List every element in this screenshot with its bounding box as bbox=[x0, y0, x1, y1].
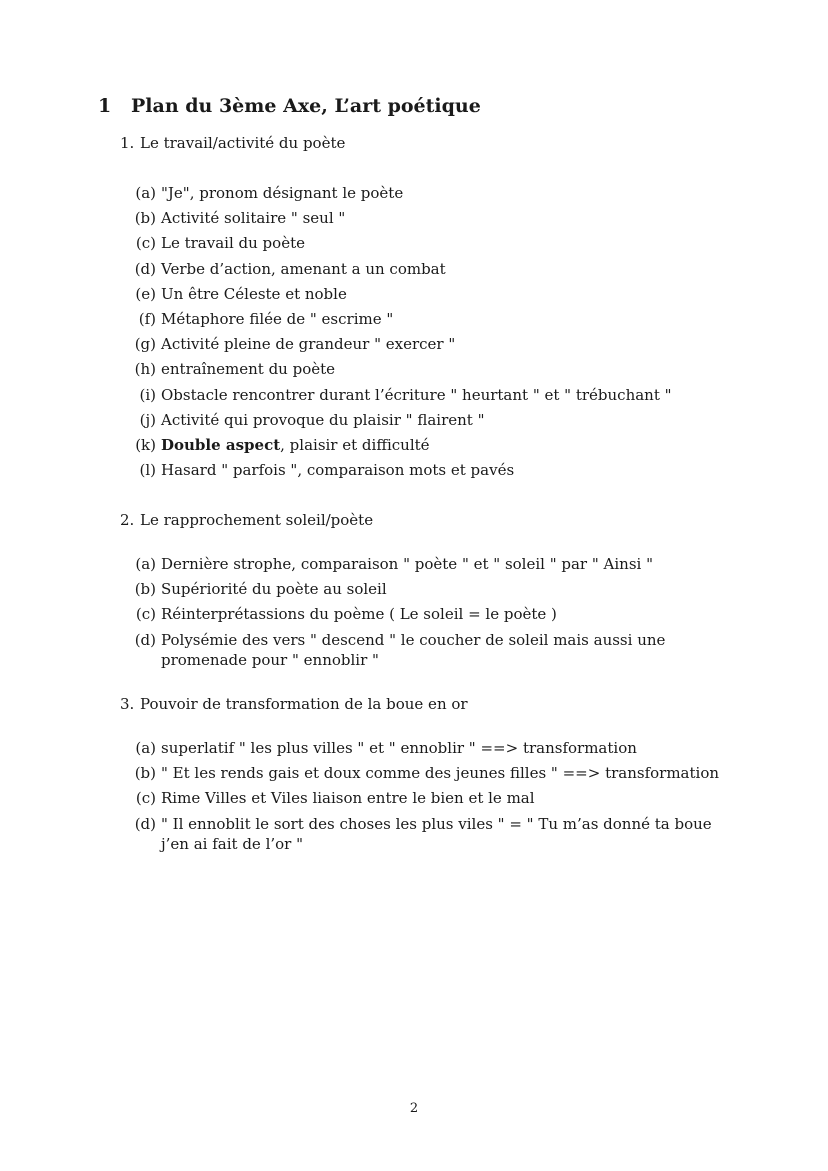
list-item bbox=[120, 554, 740, 574]
part-1-items bbox=[120, 183, 740, 480]
item-text: Rime Villes et Viles liaison entre le bien et le mal bbox=[161, 789, 535, 808]
part-title-text: Pouvoir de transformation de la boue en or bbox=[140, 695, 468, 713]
item-marker: (d) bbox=[134, 814, 156, 833]
item-marker: (l) bbox=[139, 461, 156, 480]
item-text: Activité solitaire " seul " bbox=[161, 209, 346, 228]
list-item bbox=[120, 183, 740, 203]
item-text: Activité pleine de grandeur " exercer " bbox=[161, 335, 456, 354]
item-text: Un être Céleste et noble bbox=[161, 284, 347, 303]
item-text: Activité qui provoque du plaisir " flairent " bbox=[161, 410, 485, 429]
item-marker: (k) bbox=[135, 435, 156, 454]
page-number: 2 bbox=[409, 1101, 419, 1116]
part-3 bbox=[120, 694, 740, 859]
item-text: "Je", pronom désignant le poète bbox=[161, 184, 404, 202]
item-text: Métaphore filée de " escrime " bbox=[161, 309, 394, 328]
item-text: Verbe d’action, amenant a un combat bbox=[161, 259, 446, 278]
list-item bbox=[120, 604, 740, 624]
item-marker: (i) bbox=[139, 385, 156, 404]
item-marker: (b) bbox=[134, 580, 156, 599]
list-item bbox=[120, 460, 740, 480]
item-marker: (c) bbox=[135, 605, 156, 624]
item-marker: (c) bbox=[135, 234, 156, 253]
list-item bbox=[120, 334, 740, 354]
section-number: 1 bbox=[98, 95, 112, 117]
item-marker: (d) bbox=[134, 630, 156, 649]
list-item bbox=[120, 788, 740, 808]
item-marker: (h) bbox=[134, 360, 156, 379]
item-text: " Et les rends gais et doux comme des jeunes filles " ==> transformation bbox=[161, 764, 720, 783]
list-item bbox=[120, 233, 740, 253]
part-3-items bbox=[120, 738, 740, 854]
list-item bbox=[120, 630, 740, 670]
part-1 bbox=[120, 133, 740, 485]
item-text: Hasard " parfois ", comparaison mots et pavés bbox=[161, 461, 515, 480]
item-marker: (b) bbox=[134, 764, 156, 783]
item-marker: (a) bbox=[135, 555, 156, 573]
part-title-text: Le travail/activité du poète bbox=[140, 134, 346, 152]
item-text: Dernière strophe, comparaison " poète " et " soleil " par " Ainsi " bbox=[161, 555, 653, 573]
item-text: entraînement du poète bbox=[161, 360, 336, 379]
part-number: 1. bbox=[120, 134, 135, 152]
item-marker: (a) bbox=[135, 739, 156, 757]
list-item bbox=[120, 435, 740, 455]
list-item bbox=[120, 309, 740, 329]
part-2-items bbox=[120, 554, 740, 670]
item-text: Polysémie des vers " descend " le coucher de soleil mais aussi une promenade pour " ennoblir " bbox=[161, 630, 666, 669]
part-number: 2. bbox=[120, 511, 135, 529]
item-marker: (g) bbox=[134, 335, 156, 354]
item-marker: (c) bbox=[135, 789, 156, 808]
item-marker: (a) bbox=[135, 184, 156, 202]
item-bold-text: Double aspect bbox=[161, 435, 281, 454]
list-item bbox=[120, 763, 740, 783]
section-title: Plan du 3ème Axe, L’art poétique bbox=[131, 95, 481, 117]
part-title bbox=[120, 510, 740, 530]
list-item bbox=[120, 410, 740, 430]
item-marker: (d) bbox=[134, 259, 156, 278]
item-text: Obstacle rencontrer durant l’écriture " heurtant " et " trébuchant " bbox=[161, 385, 672, 404]
list-item bbox=[120, 359, 740, 379]
list-item bbox=[120, 284, 740, 304]
section-heading bbox=[98, 94, 481, 118]
item-text: Réinterprétassions du poème ( Le soleil = le poète ) bbox=[161, 605, 557, 624]
part-number: 3. bbox=[120, 695, 135, 713]
part-2 bbox=[120, 510, 740, 675]
item-text: " Il ennoblit le sort des choses les plus viles " = " Tu m’as donné ta boue j’en ai fait de l’or " bbox=[161, 814, 712, 853]
list-item bbox=[120, 814, 740, 854]
item-marker: (e) bbox=[135, 284, 156, 303]
list-item bbox=[120, 259, 740, 279]
item-marker: (b) bbox=[134, 209, 156, 228]
item-text: , plaisir et difficulté bbox=[280, 435, 430, 454]
list-item bbox=[120, 385, 740, 405]
item-marker: (j) bbox=[139, 410, 156, 429]
item-text: Supériorité du poète au soleil bbox=[161, 580, 387, 599]
item-text: Le travail du poète bbox=[161, 234, 305, 253]
part-title bbox=[120, 133, 740, 153]
list-item bbox=[120, 579, 740, 599]
part-title-text: Le rapprochement soleil/poète bbox=[140, 511, 374, 529]
list-item bbox=[120, 738, 740, 758]
item-marker: (f) bbox=[138, 309, 156, 328]
part-title bbox=[120, 694, 740, 714]
list-item bbox=[120, 208, 740, 228]
item-text: superlatif " les plus villes " et " ennoblir " ==> transformation bbox=[161, 739, 637, 757]
